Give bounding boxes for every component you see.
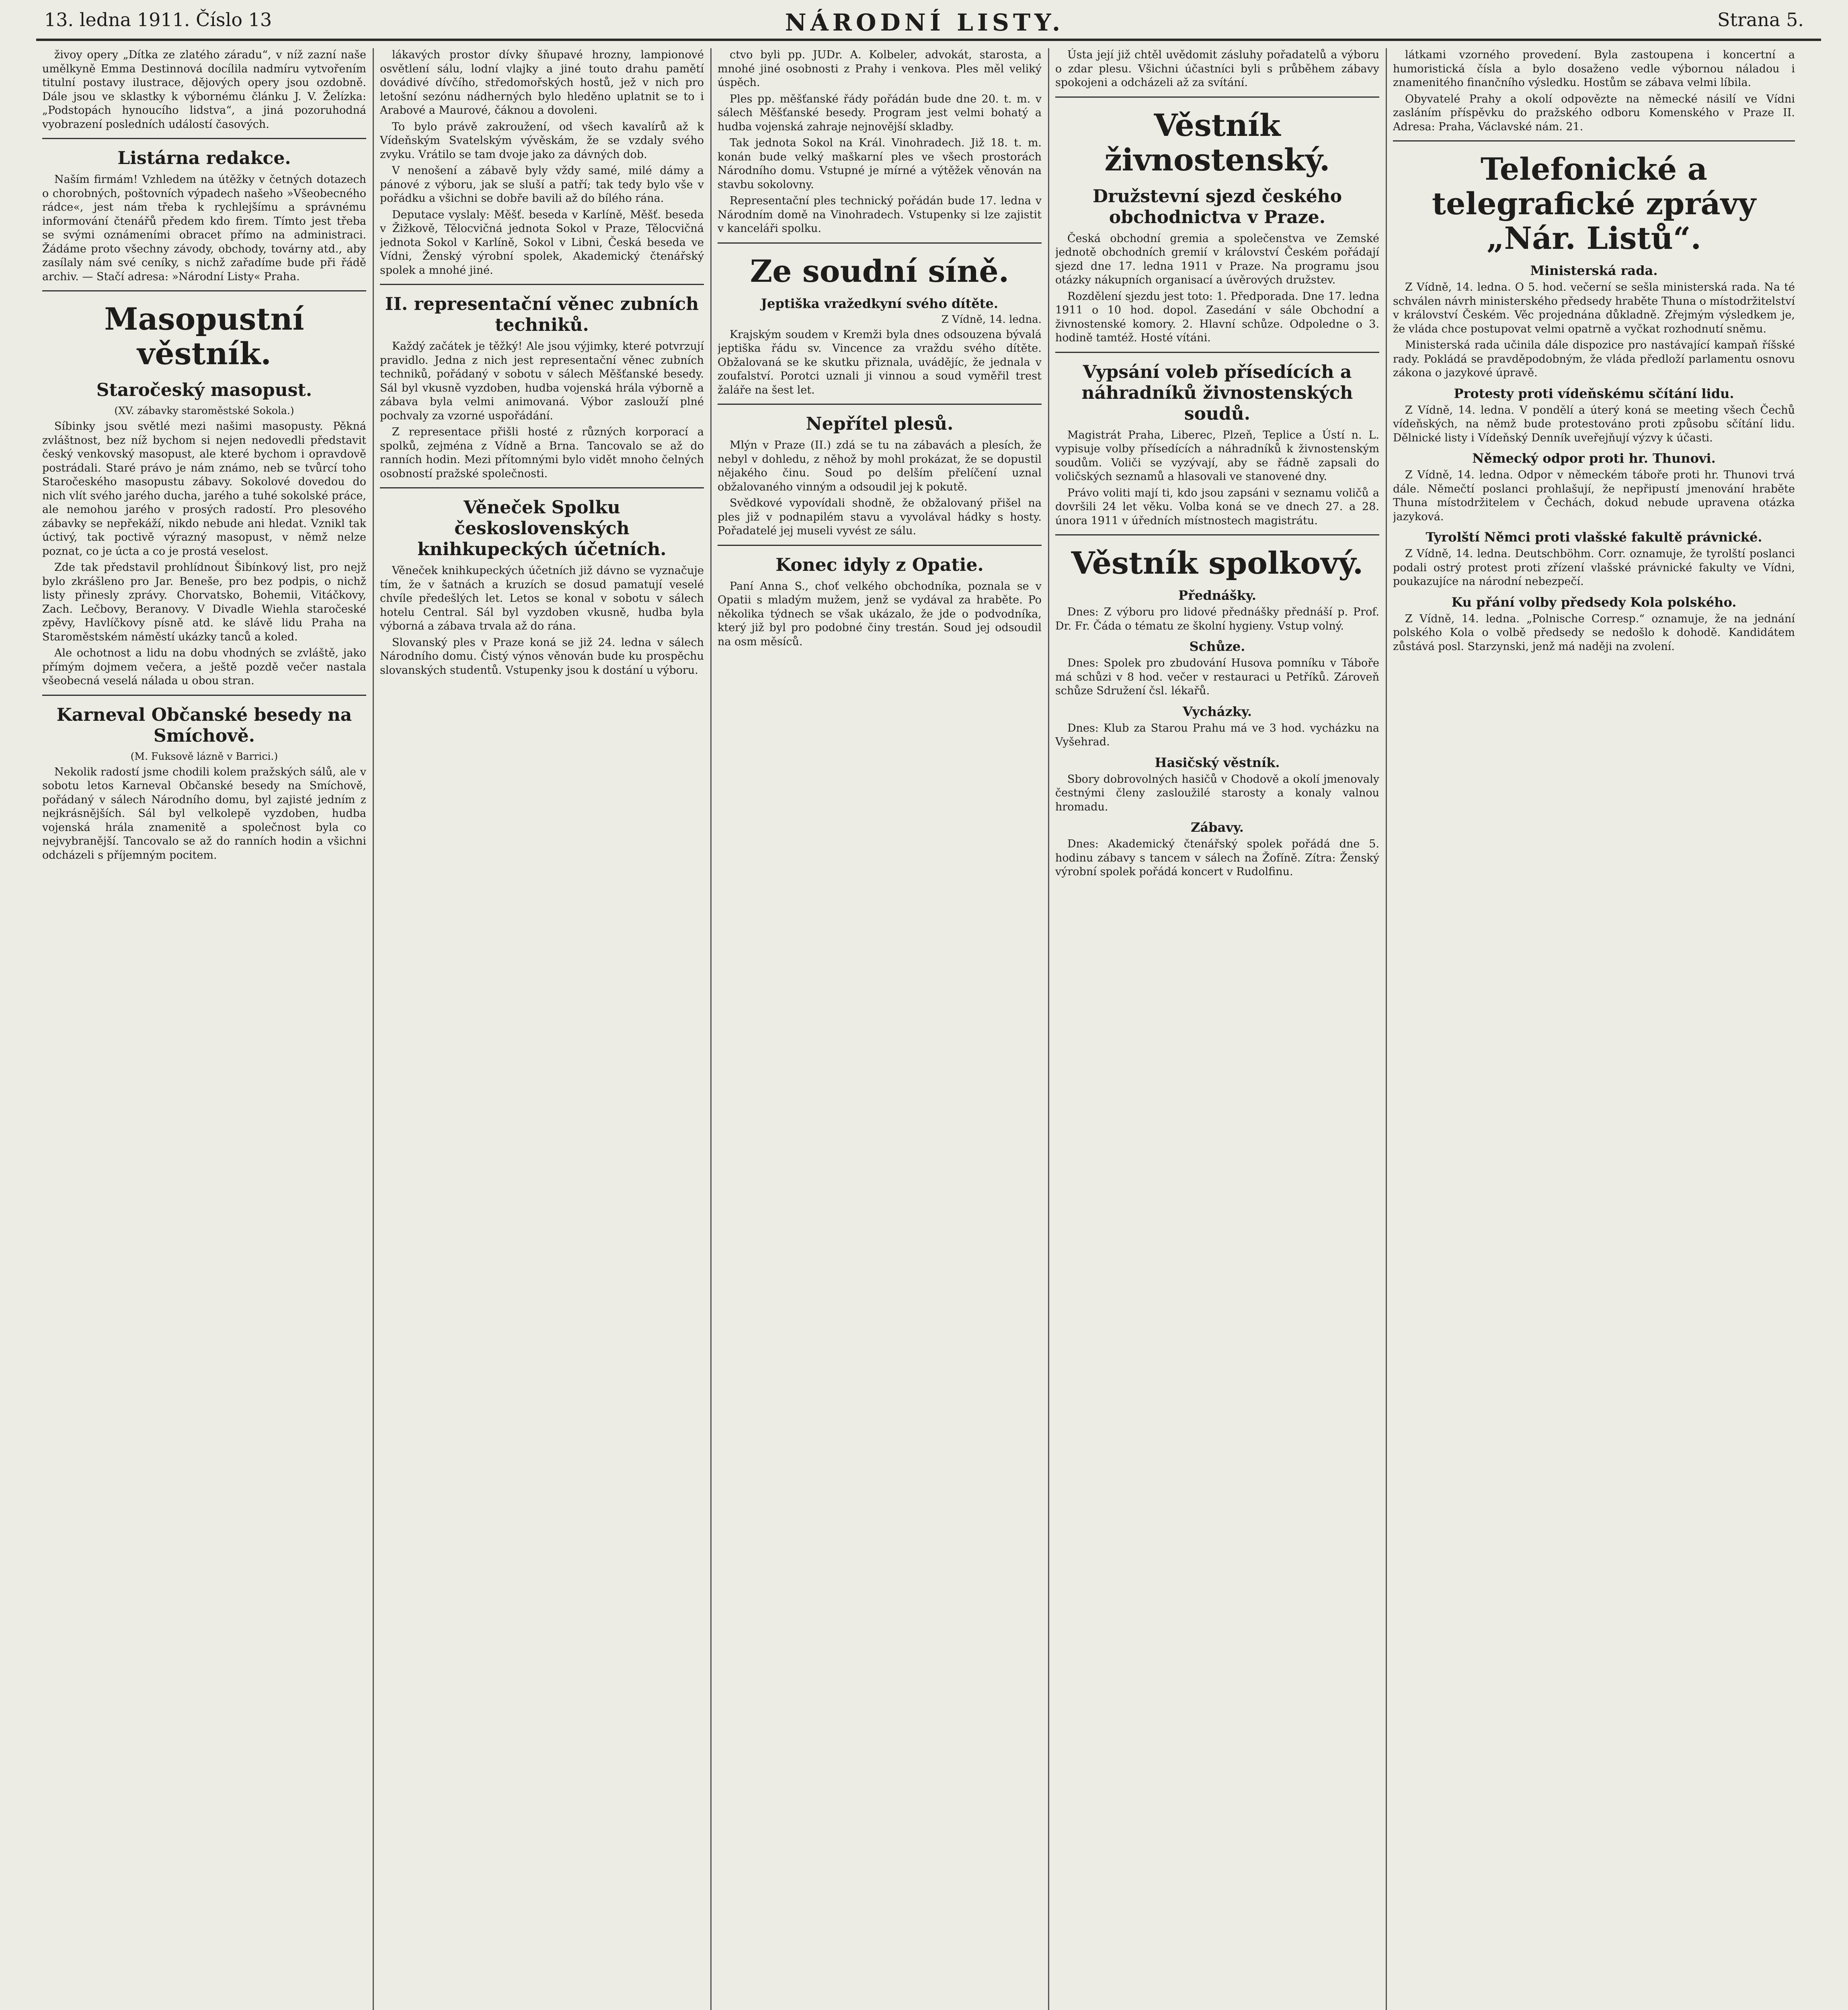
article-heading: Tyrolští Němci proti vlašské fakultě právnické. [1425,529,1762,545]
article-text: Dnes: Z výboru pro lidové přednášky přednáší p. Prof. Dr. Fr. Čáda o tématu ze školní hygieny. Vstup volný. [1055,606,1379,632]
article-heading: II. representační věnec zubních techniků. [385,294,699,335]
article-heading: Německý odpor proti hr. Thunovi. [1472,451,1716,466]
divider [1055,352,1379,353]
article-text: Paní Anna S., choť velkého obchodníka, poznala se v Opatii s mladým mužem, jenž se vydával za hraběte. Po několika týdnech se však ukázalo, že jde o podvodníka, který již byl pro podobné činy trestán. Soud jej odsoudil na osm měsíců. [718,580,1042,648]
subsection-heading: Hasičský věstník. [1155,755,1280,770]
divider [1055,534,1379,535]
article-heading: Ministerská rada. [1530,263,1658,278]
section-title: Masopustní věstník. [104,301,304,371]
subsection-heading: Přednášky. [1178,588,1256,603]
article-text: Z representace přišli hosté z různých korporací a spolků, zejména z Vídně a Brna. Tancovalo se až do ranních hodin. Mezi přítomnými bylo vidět mnoho čelných osobností pražské společnosti. [380,426,704,480]
article-heading: Věneček Spolku československých knihkupeckých účetních. [417,497,667,560]
issue-date: 13. ledna 1911. Číslo 13 [44,9,272,31]
article-text: Deputace vyslaly: Měšť. beseda v Karlíně, Měšť. beseda v Žižkově, Tělocvičná jednota Sokol v Praze, Tělocvičná jednota Sokol v Karlíně, Sokol v Libni, Česká beseda ve Vídni, Ženský výrobní spolek, Akademický čtenářský spolek a mnohé jiné. [380,208,704,277]
column-3 [718,48,1042,2010]
article-heading: Karneval Občanské besedy na Smíchově. [56,704,352,746]
divider [42,290,366,291]
divider [718,545,1042,546]
article-heading: Staročeský masopust. [96,380,312,400]
section-heading: Listárna redakce. [117,148,291,168]
column-separator [710,48,712,2010]
article-text: Právo voliti mají ti, kdo jsou zapsáni v seznamu voličů a dovršili 24 let věku. Volba koná se ve dnech 27. a 28. února 1911 v úředních místnostech magistrátu. [1055,486,1379,527]
article-text: Z Vídně, 14. ledna. „Polnische Corresp.“ oznamuje, že na jednání polského Kola o volbě předsedy se nedošlo k dohodě. Kandidátem zůstává posl. Starzynski, jenž má naději na zvolení. [1393,612,1795,653]
subsection-heading: Zábavy. [1191,820,1244,835]
article-text: To bylo právě zakroužení, od všech kavalírů až k Vídeňským Svatelským vývěskám, že se vzdaly svého zvyku. Vrátilo se tam dvoje jako za dávných dob. [380,120,704,161]
divider [1393,140,1795,142]
article-text: Ale ochotnost a lidu na dobu vhodných se zvláště, jako přímým dojmem večera, a ještě pozdě večer nastala všeobecná veselá nálada u obou stran. [42,647,366,687]
article-text: Tak jednota Sokol na Král. Vinohradech. Již 18. t. m. konán bude velký maškarní ples ve všech prostorách Národního domu. Vstupné je mírné a výtěžek věnován na stavbu sokolovny. [718,137,1042,191]
article-heading: Nepřítel plesů. [806,414,954,434]
article-text: Svědkové vypovídali shodně, že obžalovaný přišel na ples již v podnapilém stavu a vyvolával hádky s hosty. Pořadatelé jej museli vyvést ze sálu. [718,497,1042,537]
article-text: Naším firmám! Vzhledem na útěžky v četných dotazech o chorobných, poštovních výpadech našeho »Všeobecného rádce«, jest nám třeba k rychlejšímu a správnému informování čtenářů předem kdo firem. Tímto jest třeba se svými oznámeními obracet přímo na administraci. Žádáme proto všechny závody, obchody, továrny atd., aby zasílaly nám své ceníky, s nichž zařadíme bude při řádě archiv. — Stačí adresa: »Národní Listy« Praha. [42,173,366,283]
article-text: Česká obchodní gremia a společenstva ve Zemské jednotě obchodních gremií v království Českém pořádají sjezd dne 17. ledna 1911 v Praze. Na programu jsou otázky nákupních organisací a úvěrových družstev. [1055,232,1379,286]
article-text: Z Vídně, 14. ledna. Deutschböhm. Corr. oznamuje, že tyrolští poslanci podali ostrý protest proti zřízení vlašské právnické fakulty ve Vídni, poukazujíce na národní nebezpečí. [1393,548,1795,588]
article-text: lákavých prostor dívky šňupavé hrozny, lampionové osvětlení sálu, lodní vlajky a jiné touto drahu pamětí dovádivé dívčího, středomořských hostů, jež v nich pro letošní sezónu nádherných bylo hleděno uplatnit se to i Arabové a Maurové, čáknou a dovoleni. [380,49,704,117]
article-text: Nekolik radostí jsme chodili kolem pražských sálů, ale v sobotu letos Karneval Občanské besedy na Smíchově, pořádaný v sálech Národního domu, byl zajisté jedním z nejkrásnějších. Sál byl velkolepě vyzdoben, hudba vojenská hrála znamenitě a společnost byla co nejvybranější. Tancovalo se až do ranních hodin a všichni odcházeli s příjemným pocitem. [42,765,366,861]
section-title: Ze soudní síně. [750,253,1009,289]
divider [380,487,704,488]
article-text: Obyvatelé Prahy a okolí odpovězte na německé násilí ve Vídni zasláním příspěvku do pražského odboru Komenského v Praze II. Adresa: Praha, Václavské nám. 21. [1393,92,1795,133]
article-text: Z Vídně, 14. ledna. Odpor v německém táboře proti hr. Thunovi trvá dále. Němečtí poslanci prohlašují, že nepřipustí jmenování hraběte Thuna místodržitelem v Čechách, dokud nebude upravena otázka jazyková. [1393,469,1795,523]
column-separator [373,48,374,2010]
column-5 [1393,48,1795,2010]
article-heading: Družstevní sjezd českého obchodnictva v Praze. [1092,186,1342,228]
article-text: Slovanský ples v Praze koná se již 24. ledna v sálech Národního domu. Čistý výnos věnován bude ku prospěchu slovanských studentů. Vstupenky jsou k dostání u výboru. [380,636,704,677]
divider [1055,96,1379,98]
subsection-heading: Schůze. [1189,639,1245,654]
article-text: Věneček knihkupeckých účetních již dávno se vyznačuje tím, že v šatnách a kruzích se dosud pamatují veselé chvíle předešlých let. Letos se konal v sobotu v sálech hotelu Central. Sál byl vyzdoben vkusně, hudba byla výborná a zábava trvala až do rána. [380,564,704,632]
article-heading: Jeptiška vražedkyní svého dítěte. [761,295,998,311]
page-header [0,0,1848,40]
article-text: Zde tak představil prohlídnout Šibínkový list, pro nejž bylo zkrášleno pro Jar. Beneše, pro bez podpis, o nichž listy přinesly zprávy. Chorvatsko, Bohemii, Vitáčkovy, Zach. Lečbovy, Beranovy. V Divadle Wiehla staročeské zpěvy, Havlíčkovy písně atd. ke slávě lidu Praha na Staroměstském náměstí ukázky tanců a koled. [42,561,366,643]
article-text: Síbinky jsou světlé mezi našimi masopusty. Pěkná zvláštnost, bez níž bychom si nejen nedovedli představit český venkovský masopust, ale které bychom i opravdově postrádali. Staré právo je nám známo, neb se tvůrcí toho Staročeského masopustu zábavy. Sokolové dovedou do nich vlít svého jarého ducha, jarého a tuhé sokolské práce, ale nemohou jarého v prosých radostí. Pro plesového zábavky se nepřekáží, nikdo nebude ani hledat. Vznikl tak úctivý, tak poctivě výrazný masopust, v němž nelze poznat, co je úcta a co je prostá veselost. [42,420,366,558]
article-text: Dnes: Akademický čtenářský spolek pořádá dne 5. hodinu zábavy s tancem v sálech na Žofíně. Zítra: Ženský výrobní spolek pořádá koncert v Rudolfinu. [1055,838,1379,878]
subsection-heading: Vycházky. [1182,704,1252,719]
divider [718,404,1042,405]
article-text: Sbory dobrovolných hasičů v Chodově a okolí jmenovaly čestnými členy zasloužilé starosty a konaly valnou hromadu. [1055,773,1379,813]
article-heading: Vypsání voleb přísedících a náhradníků živnostenských soudů. [1081,361,1353,424]
article-text: Magistrát Praha, Liberec, Plzeň, Teplice a Ústí n. L. vypisuje volby přísedících a náhradníků k živnostenským soudům. Voliči se vyzývají, aby se řádně zapsali do voličských seznamů a hlasovali ve stanovené dny. [1055,429,1379,483]
article-text: Z Vídně, 14. ledna. V pondělí a úterý koná se meeting všech Čechů vídeňských, na němž bude protestováno proti způsobu sčítání lidu. Dělnické listy i Vídeňský Denník uveřejňují výzvy k účasti. [1393,404,1795,444]
article-text: látkami vzorného provedení. Byla zastoupena i koncertní a humoristická čísla a bylo dosaženo vedle výbornou náladou i znamenitého finančního výsledku. Hostům se zábava velmi líbila. [1393,49,1795,89]
article-text: Representační ples technický pořádán bude 17. ledna v Národním domě na Vinohradech. Vstupenky si lze zajistit v kanceláři spolku. [718,195,1042,235]
article-heading: Protesty proti vídeňskému sčítání lidu. [1454,386,1734,401]
article-text: Ústa její již chtěl uvědomit zásluhy pořadatelů a výboru o zdar plesu. Všichni účastníci byli s průběhem zábavy spokojeni a odcházeli až za svítání. [1055,49,1379,89]
section-title: Věstník spolkový. [1071,545,1364,581]
article-text: Krajským soudem v Kremži byla dnes odsouzena bývalá jeptiška řádu sv. Vincence za vraždu svého dítěte. Obžalovaná se ke skutku přiznala, uvádějíc, že jednala v zoufalství. Porotci uznali ji vinnou a soud vyměřil trest žaláře na šest let. [718,328,1042,396]
article-text: Ples pp. měšťanské řády pořádán bude dne 20. t. m. v sálech Měšťanské besedy. Program jest velmi bohatý a hudba vojenská zahraje nejnovější skladby. [718,92,1042,133]
article-text: V nenošení a zábavě byly vždy samé, milé dámy a pánové z výboru, jak se sluší a patří; tak tedy bylo vše v pořádku a všichni se dobře bavili až do bílého rána. [380,164,704,205]
section-title: Věstník živnostenský. [1104,107,1330,178]
masthead-title: NÁRODNÍ LISTY. [785,9,1064,36]
divider [718,242,1042,244]
page-number: Strana 5. [1717,9,1804,31]
article-text: Dnes: Spolek pro zbudování Husova pomníku v Táboře má schůzi v 8 hod. večer v restauraci u Petříků. Zároveň schůze Sdružení čsl. lékařů. [1055,657,1379,697]
article-heading: Ku přání volby předsedy Kola polského. [1451,594,1737,610]
article-text: Z Vídně, 14. ledna. O 5. hod. večerní se sešla ministerská rada. Na té schválen návrh ministerského předsedy hraběte Thuna o místodržitelství v království Českém. Věc projednána důkladně. Zřejmým výsledkem je, že vláda chce postupovat velmi opatrně a vyčkat rozhodnutí sněmu. [1393,281,1795,335]
article-text: živoy opery „Dítka ze zlatého záradu“, v níž zazní naše umělkyně Emma Destinnová docílila nadmíru vytvořením titulní postavy ilustrace, dějových opery jsou ozdobně. Dále jsou ve sklastky k výbornému článku J. V. Želízka: „Podstopách hynoucího lidstva“, a jiná pozoruhodná vyobrazení posledních událostí časových. [42,49,366,131]
column-2 [380,48,704,2010]
column-1 [42,48,366,2010]
section-title: Telefonické a telegrafické zprávy „Nár. Listů“. [1432,151,1756,256]
article-subtitle: (XV. zábavky staroměstské Sokola.) [114,405,294,416]
divider [42,695,366,696]
divider [380,284,704,285]
article-text: Mlýn v Praze (II.) zdá se tu na zábavách a plesích, že nebyl v dohledu, z něhož by mohl prokázat, že se dopustil nějakého činu. Soud po delším přelíčení uznal obžalovaného vinným a odsoudil jej k pokutě. [718,439,1042,493]
column-separator [1048,48,1049,2010]
article-text: Rozdělení sjezdu jest toto: 1. Předporada. Dne 17. ledna 1911 o 10 hod. dopol. Zasedání v sále Obchodní a živnostenské komory. 2. Hlavní schůze. Odpoledne o 3. hodině tamtéž. Hosté vítáni. [1055,290,1379,344]
article-text: Dnes: Klub za Starou Prahu má ve 3 hod. vycházku na Vyšehrad. [1055,722,1379,748]
header-rule [36,39,1821,41]
article-text: ctvo byli pp. JUDr. A. Kolbeler, advokát, starosta, a mnohé jiné osobnosti z Prahy i venkova. Ples měl veliký úspěch. [718,49,1042,89]
divider [42,138,366,139]
article-text: Každý začátek je těžký! Ale jsou výjimky, které potvrzují pravidlo. Jedna z nich jest representační věnec zubních techniků, pořádaný v sobotu v sálech Měšťanské besedy. Sál byl vkusně vyzdoben, hudba vojenská hrála výborně a zábava byla velmi animovaná. Výbor zaslouží plné pochvaly za vzorné uspořádání. [380,340,704,422]
article-text: Ministerská rada učinila dále dispozice pro nastávající kampaň říšské rady. Pokládá se pravděpodobným, že vláda předloží parlamentu osnovu zákona o jazykové úpravě. [1393,339,1795,379]
article-heading: Konec idyly z Opatie. [775,554,984,575]
column-4 [1055,48,1379,2010]
dateline: Z Vídně, 14. ledna. [941,313,1042,326]
column-separator [1386,48,1387,2010]
article-subtitle: (M. Fuksově lázně v Barrici.) [130,750,278,762]
